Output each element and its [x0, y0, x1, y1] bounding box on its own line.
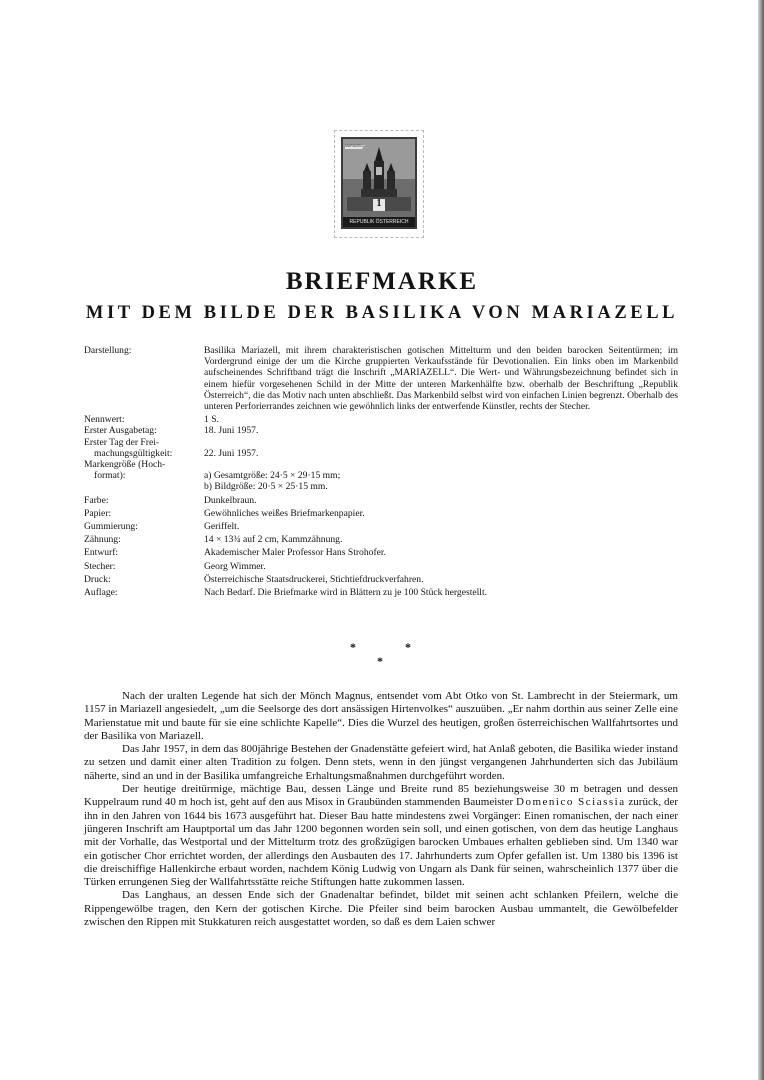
spec-label: Nennwert: — [84, 414, 125, 426]
spec-row-darstellung — [84, 345, 678, 412]
body-text — [84, 690, 678, 929]
spec-label — [84, 459, 204, 493]
spec-value: Österreichische Staatsdruckerei, Stichtiefdruckverfahren. — [204, 573, 424, 585]
spec-size-total: a) Gesamtgröße: 24·5 × 29·15 mm; — [204, 470, 341, 482]
spec-row-auflage — [84, 587, 678, 598]
spec-value: 18. Juni 1957. — [204, 425, 259, 437]
spec-value: Dunkelbraun. — [204, 494, 257, 506]
spec-value: 1 S. — [204, 414, 219, 426]
spec-row-entwurf — [84, 547, 678, 558]
spec-value: 22. Juni 1957. — [204, 447, 259, 459]
spec-label-line: format): — [94, 470, 126, 482]
divider-star: * — [350, 640, 356, 654]
spec-label: Erster Ausgabetag: — [84, 425, 157, 437]
stamp-image — [334, 130, 424, 238]
spec-row-farbe — [84, 495, 678, 506]
stamp-artwork — [341, 137, 417, 229]
spec-value: Nach Bedarf. Die Briefmarke wird in Blättern zu je 100 Stück hergestellt. — [204, 587, 488, 599]
body-paragraph — [84, 783, 678, 889]
spec-row-gummierung — [84, 521, 678, 532]
spec-list — [84, 345, 678, 598]
spec-row-freimachung — [84, 437, 678, 459]
spec-label: Papier: — [84, 507, 112, 519]
stamp-banner-text: MARIAZELL — [345, 144, 365, 148]
spec-row-zaehnung — [84, 534, 678, 545]
body-paragraph: Nach der uralten Legende hat sich der Mönch Magnus, entsendet vom Abt Otko von St. Lambrecht in der Steiermark, um 1157 in Mariazell angesiedelt, „um die Seelsorge des dort ansässigen Hirtenvolkes“ auszuüben. „Er nahm dorthin aus seiner Zelle eine Marienstatue mit und baute für sie eine schlichte Kapelle“. Dies die Wurzel des heutigen, großen österreichischen Wallfahrtsortes und der Basilika von Mariazell. — [84, 690, 678, 742]
body-text-run: Der heutige dreitürmige, mächtige Bau, dessen Länge und Breite rund 85 beziehungsweise 30 m betragen und dessen Kuppelraum rund 40 m hoch ist, geht auf den aus Misox in Graubünden stammenden Baumeister — [84, 783, 678, 809]
body-text-run: zurück, der ihn in den Jahren von 1644 bis 1673 ausgeführt hat. Dieser Bau hatte mindestens zwei Vorgänger: Einen romanischen, der nach einer jüngeren Inschrift am Hauptportal um das Jahr 1200 begonnen worden sein soll, und einen gotischen, von dem das heutige Langhaus mit der Vorhalle, das Westportal und der Mittelturm trotz des großzügigen barocken Umbaues erhalten geblieben sind. Um 1340 war ein gotischer Chor errichtet worden, der allerdings den Ausbauten des 17. Jahrhunderts zum Opfer gefallen ist. Um 1380 bis 1396 ist die dreischiffige Hallenkirche erbaut worden, nachdem König Ludwig von Ungarn als Dank für seinen, wahrscheinlich 1377 über die Türken errungenen Sieg der Wallfahrtsstätte reiche Stiftungen hatte zukommen lassen. — [84, 796, 678, 889]
spec-label: Darstellung: — [84, 345, 132, 356]
spec-label-line: machungsgültigkeit: — [94, 447, 173, 459]
spec-label — [84, 437, 204, 459]
spec-label: Auflage: — [84, 587, 118, 599]
spec-value: Georg Wimmer. — [204, 560, 266, 572]
spec-row-druck — [84, 574, 678, 585]
spec-value: Akademischer Maler Professor Hans Strohofer. — [204, 547, 386, 559]
spec-label-line: Markengröße (Hoch- — [84, 459, 166, 471]
spec-label-line: Erster Tag der Frei- — [84, 436, 160, 448]
spec-value — [204, 459, 678, 493]
page-title: BRIEFMARKE — [285, 268, 479, 295]
body-paragraph: Das Langhaus, an dessen Ende sich der Gnadenaltar befindet, bildet mit seinen acht schlanken Pfeilern, welche die Rippengewölbe tragen, den Kern der gotischen Kirche. Die Pfeiler sind beim barocken Ausbau ummantelt, die Gewölbefelder zwischen den Rippen mit Stukkaturen reich ausgestattet worden, so daß es dem Laien schwer — [84, 889, 678, 929]
spec-label: Druck: — [84, 573, 111, 585]
spec-label: Stecher: — [84, 560, 116, 572]
divider-star: * — [377, 654, 383, 668]
spec-size-image: b) Bildgröße: 20·5 × 25·15 mm. — [204, 481, 328, 493]
spec-row-nennwert — [84, 414, 678, 425]
spec-value: Basilika Mariazell, mit ihrem charakteristischen gotischen Mittelturm und den beiden barocken Seitentürmen; im Vordergrund einige der um die Kirche gruppierten Verkaufsstände für Devotionalien. Ein links oben im Markenbild aufscheinendes Schriftband trägt die Inschrift „MARIAZELL“. Die Wert- und Währungsbezeichnung befindet sich in einem hiefür vorgesehenen Schild in der Mitte der unteren Markenhälfte bzw. oberhalb der Beschriftung „Republik Österreich“, die das Motiv nach unten abschließt. Das Markenbild selbst wird von einfachen Linien begrenzt. Oberhalb des unteren Perforierrandes zeichnen wie gewöhnlich links der entwerfende Künstler, rechts der Stecher. — [204, 345, 678, 413]
basilica-illustration — [341, 137, 417, 229]
spec-value: Gewöhnliches weißes Briefmarkenpapier. — [204, 507, 365, 519]
spec-label: Entwurf: — [84, 547, 119, 559]
spec-row-markengroesse — [84, 459, 678, 493]
spec-label: Gummierung: — [84, 521, 138, 533]
spec-label: Farbe: — [84, 494, 109, 506]
spec-row-papier — [84, 508, 678, 519]
architect-name: Domenico Sciassia — [516, 796, 626, 809]
spec-value: 14 × 13¾ auf 2 cm, Kammzähnung. — [204, 534, 343, 546]
section-divider-stars — [0, 640, 764, 670]
stamp-country-text: REPUBLIK ÖSTERREICH — [349, 219, 409, 225]
page-subtitle: MIT DEM BILDE DER BASILIKA VON MARIAZELL — [85, 303, 679, 323]
page-edge-shadow — [758, 0, 764, 1080]
spec-row-stecher — [84, 561, 678, 572]
body-paragraph: Das Jahr 1957, in dem das 800jährige Bestehen der Gnadenstätte gefeiert wird, hat Anlaß geboten, die Basilika wieder instand zu setzen und damit einer alten Tradition zu folgen. Denn stets, wenn in den jüngst vergangenen Jahrhunderten sich das Jubiläum näherte, sind an und in der Basilika umfangreiche Erhaltungsmaßnahmen durchgeführt worden. — [84, 743, 678, 782]
spec-value: Geriffelt. — [204, 521, 240, 533]
stamp-denomination: 1 — [376, 198, 382, 209]
spec-label: Zähnung: — [84, 534, 121, 546]
divider-star: * — [405, 640, 411, 654]
spec-row-ausgabetag — [84, 425, 678, 436]
